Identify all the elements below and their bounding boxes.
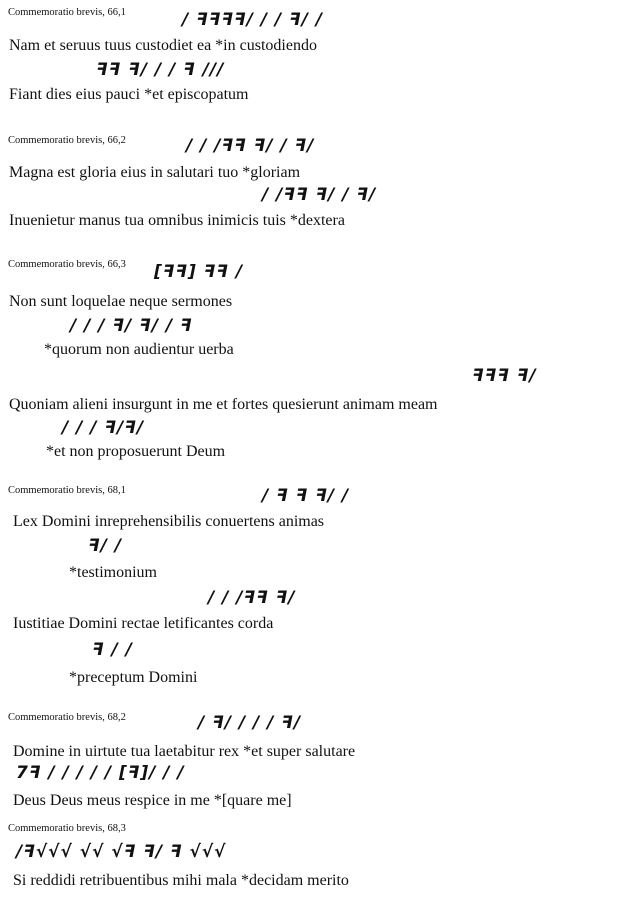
- neume-line: / / / ꟻ/ꟻ/: [62, 418, 145, 438]
- chant-text-line: Quoniam alieni insurgunt in me et fortes quesierunt animam meam: [9, 396, 438, 413]
- chant-text-line: Lex Domini inreprehensibilis conuertens animas: [13, 513, 325, 530]
- neume-line: /ꟻ√√√ √√ √ꟻ ꟻ/ ꟻ √√√: [16, 842, 227, 862]
- source-citation: Commemoratio brevis, 66,1: [8, 7, 126, 18]
- neume-line: ꟻ/ /: [88, 536, 122, 556]
- neume-line: / ꟻ ꟻ ꟻ/ /: [262, 486, 350, 506]
- chant-text-line: Fiant dies eius pauci *et episcopatum: [9, 86, 249, 103]
- neume-line: / / /ꟻꟻ ꟻ/ / ꟻ/: [186, 136, 315, 156]
- source-citation: Commemoratio brevis, 68,3: [8, 823, 126, 834]
- neume-line: / ꟻꟻꟻꟻ/ / / ꟻ/ /: [182, 10, 323, 30]
- chant-text-line: Iustitiae Domini rectae letificantes corda: [13, 615, 274, 632]
- chant-text-line: Inuenietur manus tua omnibus inimicis tuis *dextera: [9, 212, 345, 229]
- neume-line: ꟻꟻꟻ ꟻ/: [472, 366, 537, 386]
- neume-line: ꟻ / /: [92, 640, 133, 660]
- source-citation: Commemoratio brevis, 68,2: [8, 712, 126, 723]
- source-citation: Commemoratio brevis, 66,2: [8, 135, 126, 146]
- chant-text-line: *testimonium: [69, 564, 157, 581]
- neume-line: ꟻꟻ ꟻ/ / / ꟻ ///: [96, 60, 225, 80]
- source-citation: Commemoratio brevis, 68,1: [8, 485, 126, 496]
- neume-line: [ꟻꟻ] ꟻꟻ /: [154, 262, 244, 282]
- neume-line: / / / ꟻ/ ꟻ/ / ꟻ: [70, 316, 193, 336]
- chant-text-line: *quorum non audientur uerba: [44, 341, 234, 358]
- chant-text-line: *et non proposuerunt Deum: [46, 443, 226, 460]
- neume-line: / / /ꟻꟻ ꟻ/: [208, 588, 296, 608]
- chant-text-line: Si reddidi retribuentibus mihi mala *decidam merito: [13, 872, 349, 889]
- chant-text-line: Nam et seruus tuus custodiet ea *in custodiendo: [9, 37, 317, 54]
- neume-line: / /ꟻꟻ ꟻ/ / ꟻ/: [262, 185, 377, 205]
- source-citation: Commemoratio brevis, 66,3: [8, 259, 126, 270]
- neume-line: / ꟻ/ / / / ꟻ/: [198, 713, 302, 733]
- chant-text-line: Magna est gloria eius in salutari tuo *gloriam: [9, 164, 301, 181]
- chant-text-line: *preceptum Domini: [69, 669, 198, 686]
- chant-text-line: Non sunt loquelae neque sermones: [9, 293, 233, 310]
- chant-text-line: Domine in uirtute tua laetabitur rex *et super salutare: [13, 743, 356, 760]
- chant-text-line: Deus Deus meus respice in me *[quare me]: [13, 792, 292, 809]
- neume-line: 7ꟻ / / / / / [ꟻ]/ / /: [16, 763, 185, 783]
